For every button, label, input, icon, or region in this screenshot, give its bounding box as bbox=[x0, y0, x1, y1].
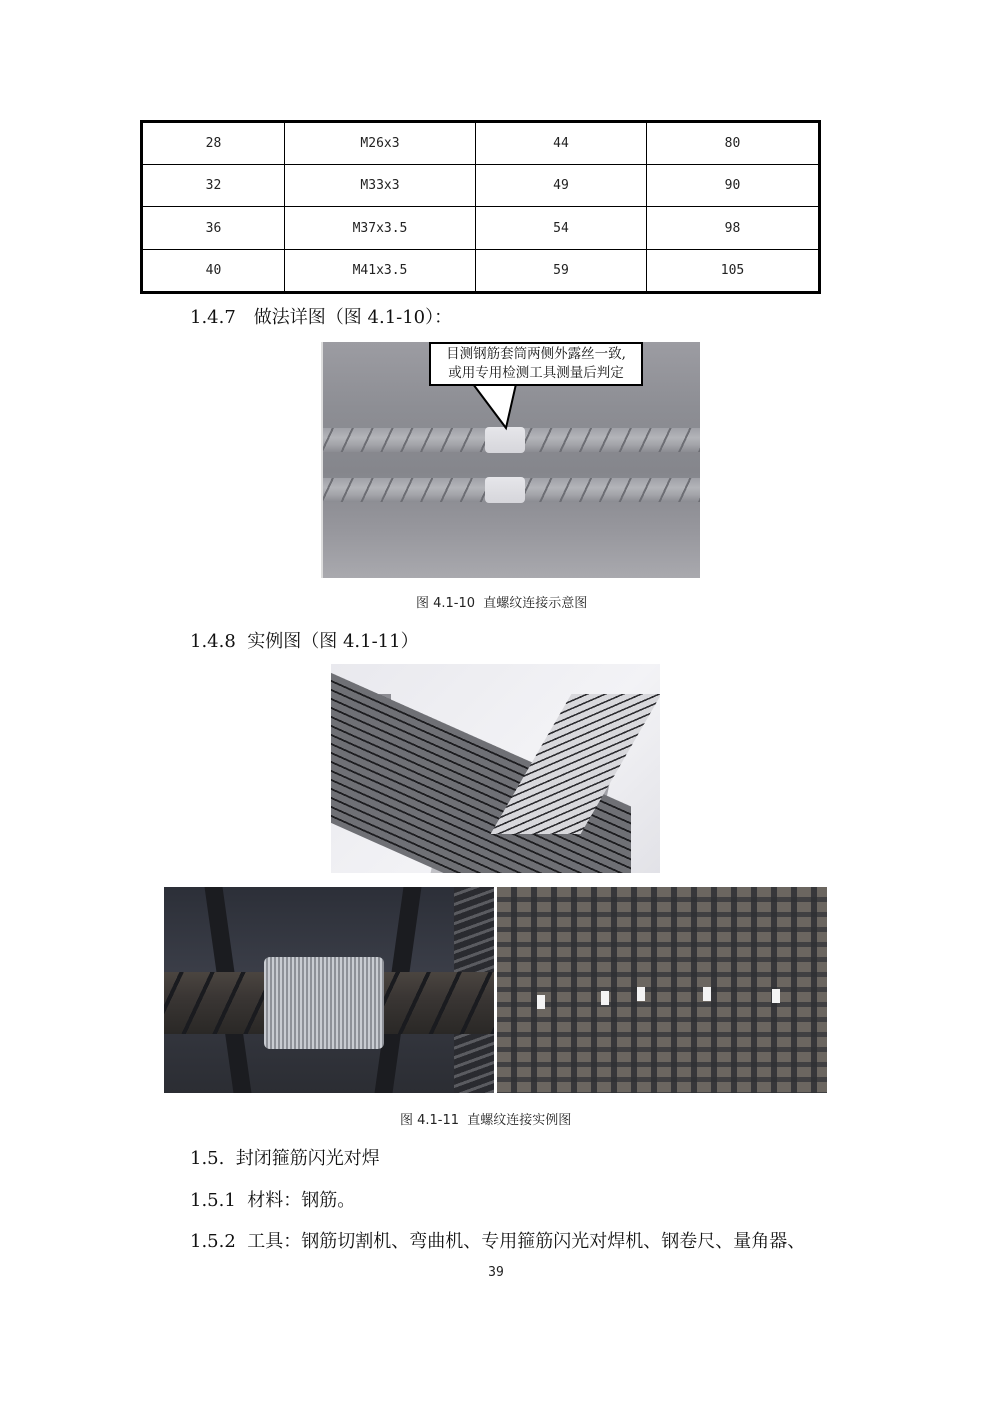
section-heading-1-4-7: 1.4.7 做法详图（图 4.1-10）： bbox=[190, 307, 453, 328]
table-cell: 59 bbox=[476, 249, 647, 292]
section-heading-1-5-1: 1.5.1 材料：钢筋。 bbox=[190, 1190, 356, 1211]
figure-4-1-11-render bbox=[331, 664, 660, 873]
callout-line-2: 或用专用检测工具测量后判定 bbox=[448, 365, 624, 381]
coupler-marker bbox=[772, 989, 780, 1003]
table-cell: 80 bbox=[647, 122, 820, 165]
table-cell: 40 bbox=[142, 249, 285, 292]
section-heading-1-4-8: 1.4.8 实例图（图 4.1-11） bbox=[190, 631, 419, 652]
table-row bbox=[142, 122, 820, 165]
table-row bbox=[142, 165, 820, 207]
coupler-marker bbox=[637, 987, 645, 1001]
table-cell: 54 bbox=[476, 207, 647, 249]
thread-spec-table bbox=[140, 120, 821, 294]
table-cell: 36 bbox=[142, 207, 285, 249]
table-cell: M33x3 bbox=[285, 165, 476, 207]
table-row bbox=[142, 207, 820, 249]
table-cell: 32 bbox=[142, 165, 285, 207]
figure-4-1-10-diagram bbox=[321, 342, 700, 578]
table-cell: 90 bbox=[647, 165, 820, 207]
coupler-marker bbox=[537, 995, 545, 1009]
section-heading-1-5: 1.5. 封闭箍筋闪光对焊 bbox=[190, 1148, 380, 1169]
table-cell: M41x3.5 bbox=[285, 249, 476, 292]
table-cell: 44 bbox=[476, 122, 647, 165]
coupler-marker bbox=[703, 987, 711, 1001]
table-row bbox=[142, 249, 820, 292]
table-cell: M37x3.5 bbox=[285, 207, 476, 249]
table-cell: 98 bbox=[647, 207, 820, 249]
coupler-marker bbox=[601, 991, 609, 1005]
table-cell: M26x3 bbox=[285, 122, 476, 165]
coupler-sleeve-bottom bbox=[485, 477, 525, 503]
table-cell: 105 bbox=[647, 249, 820, 292]
callout-box bbox=[429, 342, 643, 386]
figure-caption-4-1-11: 图 4.1-11 直螺纹连接实例图 bbox=[400, 1113, 572, 1128]
table-cell: 49 bbox=[476, 165, 647, 207]
table-cell: 28 bbox=[142, 122, 285, 165]
threaded-sleeve bbox=[264, 957, 384, 1049]
page-number: 39 bbox=[488, 1265, 504, 1280]
figure-caption-4-1-10: 图 4.1-10 直螺纹连接示意图 bbox=[416, 596, 588, 611]
figure-4-1-11-coupler-photo bbox=[164, 887, 494, 1093]
figure-4-1-11-mesh-photo bbox=[497, 887, 827, 1093]
callout-line-1: 目测钢筋套筒两侧外露丝一致, bbox=[446, 346, 626, 362]
section-heading-1-5-2: 1.5.2 工具：钢筋切割机、弯曲机、专用箍筋闪光对焊机、钢卷尺、量角器、 bbox=[190, 1231, 806, 1252]
